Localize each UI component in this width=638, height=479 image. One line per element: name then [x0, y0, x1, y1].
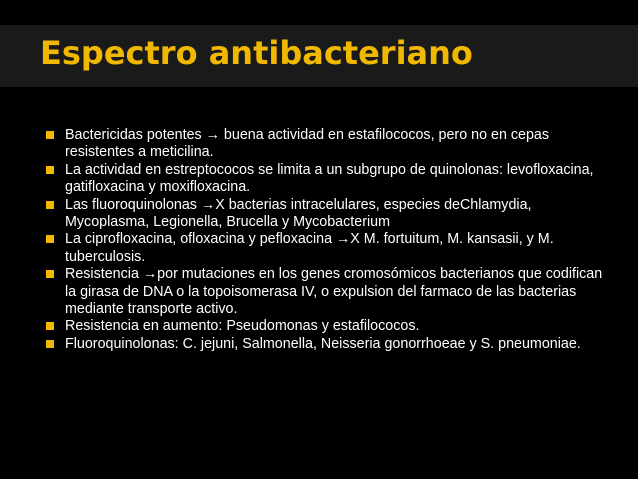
- square-bullet-icon: [46, 235, 54, 243]
- bullet-text: Resistencia →por mutaciones en los genes cromosómicos bacterianos que codifican la girasa de DNA o la topoisomerasa IV, o expulsion del farmaco de las bacterias mediante transporte activo.: [65, 266, 603, 318]
- bullet-text: La ciprofloxacina, ofloxacina y pefloxacina →X M. fortuitum, M. kansasii, y M. tuberculosis.: [65, 231, 554, 265]
- square-bullet-icon: [46, 322, 54, 330]
- square-bullet-icon: [46, 131, 54, 139]
- bullet-item: [44, 266, 614, 318]
- bullet-item: [44, 231, 614, 266]
- square-bullet-icon: [46, 201, 54, 209]
- bullet-item: [44, 336, 614, 353]
- bullet-text: Resistencia en aumento: Pseudomonas y estafilococos.: [65, 318, 420, 335]
- square-bullet-icon: [46, 270, 54, 278]
- bullet-item: [44, 162, 614, 197]
- bullet-text: Las fluoroquinolonas →X bacterias intracelulares, especies deChlamydia, Mycoplasma, Legionella, Brucella y Mycobacterium: [65, 196, 532, 231]
- bullet-item: [44, 318, 614, 335]
- bullet-item: [44, 197, 614, 232]
- bullet-text: La actividad en estreptococos se limita a un subgrupo de quinolonas: levofloxacina, gatifloxacina y moxifloxacina.: [65, 161, 594, 196]
- bullet-text: Fluoroquinolonas: C. jejuni, Salmonella, Neisseria gonorrhoeae y S. pneumoniae.: [65, 335, 581, 352]
- slide-title: Espectro antibacteriano: [40, 34, 473, 72]
- square-bullet-icon: [46, 166, 54, 174]
- bullet-text: Bactericidas potentes → buena actividad en estafilococos, pero no en cepas resistentes a meticilina.: [65, 127, 550, 161]
- bullet-list: [44, 127, 614, 353]
- square-bullet-icon: [46, 340, 54, 348]
- bullet-item: [44, 127, 614, 162]
